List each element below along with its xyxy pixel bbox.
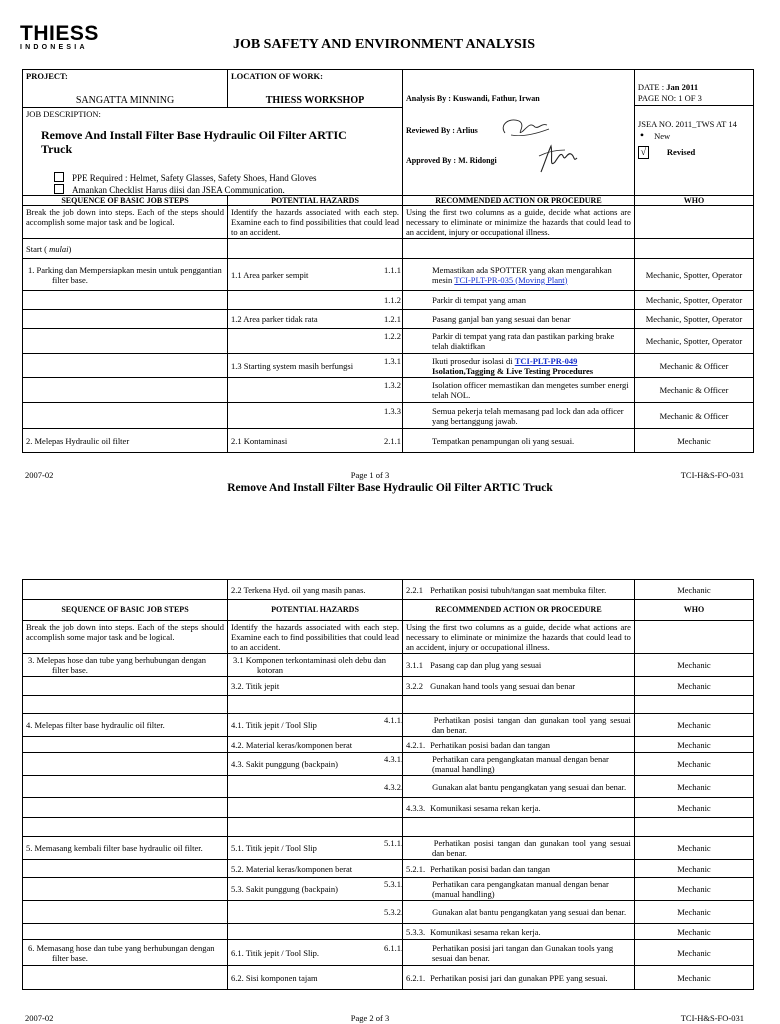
action-cell (402, 818, 634, 837)
step-cell (23, 940, 228, 966)
step-cell (23, 798, 228, 818)
hazards-instruction: Identify the hazards associated with each step. Examine each to find possibilities that could lead to an accident. (228, 621, 403, 654)
action-text: Isolation officer memastikan dan mengetes sumber energi telah NOL. (431, 380, 629, 400)
hazard-cell: 2.1 Kontaminasi (228, 429, 403, 453)
col-who-header: WHO (634, 196, 753, 206)
action-number: 1.2.2 (383, 331, 401, 341)
action-number: 1.3.1 (383, 355, 401, 366)
action-cell (402, 654, 634, 677)
action-number: 1.2.1 (383, 314, 401, 324)
action-number: 4.3.3. (405, 802, 426, 813)
action-text: Perhatikan posisi jari dan gunakan PPE yang sesuai. (430, 972, 608, 983)
table-row (23, 654, 754, 677)
hazard-cell: 6.2. Sisi komponen tajam (228, 966, 403, 990)
step-cell (23, 259, 228, 291)
meta-cell (634, 70, 753, 196)
action-text: Tempatkan penampungan oli yang sesuai. (431, 435, 575, 446)
hazard-text: 3.1 Komponen terkontaminasi oleh debu dan kotoran (233, 655, 386, 675)
step-cell (23, 291, 228, 310)
action-cell (383, 291, 634, 310)
action-cell (402, 696, 634, 714)
logo-sub-text: INDONESIA (20, 44, 88, 51)
action-text: Ikuti prosedur isolasi di (432, 355, 513, 366)
table-row (23, 753, 754, 776)
action-number: 5.3.3. (405, 926, 426, 937)
table-row (23, 878, 754, 901)
table-row (23, 354, 754, 378)
step-cell (23, 776, 228, 798)
hazard-cell (228, 818, 403, 837)
step-text: 1. Parking dan Mempersiapkan mesin untuk penggantian filter base. (28, 264, 222, 285)
who-cell: Mechanic, Spotter, Operator (634, 291, 753, 310)
who-cell: Mechanic, Spotter, Operator (634, 329, 753, 354)
table-row (23, 860, 754, 878)
step-cell (23, 580, 228, 600)
action-number: 4.2.1. (405, 739, 426, 750)
hazard-cell (228, 776, 403, 798)
action-number: 1.1.2 (383, 295, 401, 305)
action-cell (402, 966, 634, 990)
step-cell (23, 354, 228, 378)
footer2-right: TCI-H&S-FO-031 (680, 1013, 744, 1023)
reviewer-signature-icon (497, 113, 557, 143)
action-text: Perhatikan posisi tangan dan gunakan tool yang sesuai dan benar. (431, 838, 631, 858)
header-table (22, 69, 754, 196)
action-cell (383, 940, 634, 966)
step-cell: 5. Memasang kembali filter base hydraulic oil filter. (23, 837, 228, 860)
footer1-center: Page 1 of 3 (350, 470, 390, 480)
who-instruction (634, 206, 753, 239)
action-text: Perhatikan cara pengangkatan manual dengan benar (manual handling) (431, 879, 609, 899)
table-row (23, 291, 754, 310)
step-cell (23, 310, 228, 329)
who-cell: Mechanic (634, 901, 753, 924)
new-option (638, 130, 670, 141)
action-number: 5.1.1. (383, 838, 404, 848)
new-label: New (654, 131, 671, 141)
table-row (23, 776, 754, 798)
hazard-cell: 1.1 Area parker sempit (228, 259, 403, 291)
action-cell (383, 378, 634, 403)
table-row (23, 940, 754, 966)
table-row (23, 837, 754, 860)
action-number: 5.3.1. (383, 879, 404, 889)
hazard-cell (228, 403, 403, 429)
logo-main-text: THIESS (20, 22, 99, 45)
start-label: Start ( (26, 243, 48, 254)
step-cell (23, 696, 228, 714)
hazard-cell: 6.1. Titik jepit / Tool Slip. (228, 940, 403, 966)
job-desc-label: JOB DESCRIPTION: (26, 109, 101, 119)
hazard-cell (228, 798, 403, 818)
revised-option (638, 146, 695, 159)
footer2-left: 2007-02 (25, 1013, 54, 1023)
table-row (23, 966, 754, 990)
action-text: Komunikasi sesama rekan kerja. (430, 926, 541, 937)
who-cell: Mechanic (634, 924, 753, 940)
location-cell (228, 70, 403, 108)
action-text: Pasang ganjal ban yang sesuai dan benar (432, 314, 571, 324)
jsea-no: JSEA NO. 2011_TWS AT 14 (637, 119, 737, 129)
who-instruction (634, 621, 753, 654)
step-cell (23, 378, 228, 403)
table-row (23, 429, 754, 453)
action-text: Parkir di tempat yang aman (432, 295, 527, 305)
step-cell (23, 818, 228, 837)
reviewed-by: Reviewed By : Arlius (405, 126, 478, 135)
steps-instruction: Break the job down into steps. Each of the steps should accomplish some major task and be logical. (23, 621, 228, 654)
step-cell (23, 753, 228, 776)
col-actions-header: RECOMMENDED ACTION OR PROCEDURE (402, 196, 634, 206)
jsea-table-page2 (22, 579, 754, 990)
step-cell (23, 901, 228, 924)
action-text: Semua pekerja telah memasang pad lock dan ada officer yang bertanggung jawab. (431, 405, 624, 426)
action-number: 2.1.1 (383, 435, 401, 446)
table-row (23, 378, 754, 403)
start-action (402, 239, 634, 259)
action-cell (402, 798, 634, 818)
action-number: 1.3.2 (383, 380, 401, 390)
action-number: 6.2.1. (405, 972, 426, 983)
start-italic: mulai (47, 243, 69, 254)
table-row (23, 714, 754, 737)
action-cell (383, 329, 634, 354)
who-cell: Mechanic (634, 878, 753, 901)
ppe-text: PPE Required : Helmet, Safety Glasses, Safety Shoes, Hand Gloves (72, 173, 317, 183)
table-row (23, 329, 754, 354)
hazard-cell: 5.3. Sakit punggung (backpain) (228, 878, 403, 901)
col-hazards-header: POTENTIAL HAZARDS (228, 600, 403, 621)
ppe-checkbox (54, 172, 64, 182)
action-text: Gunakan hand tools yang sesuai dan benar (430, 681, 576, 691)
action-cell (402, 677, 634, 696)
checklist-text: Amankan Checklist Harus diisi dan JSEA Communication. (72, 185, 285, 195)
col-hazards-header: POTENTIAL HAZARDS (228, 196, 403, 206)
who-cell: Mechanic (634, 737, 753, 753)
col-who-header: WHO (634, 600, 753, 621)
who-cell: Mechanic, Spotter, Operator (634, 310, 753, 329)
table-row (23, 901, 754, 924)
hazard-cell (228, 924, 403, 940)
hazard-cell: 5.2. Material keras/komponen berat (228, 860, 403, 878)
who-cell (634, 818, 753, 837)
procedure-link[interactable]: TCI-PLT-PR-049 (514, 355, 578, 366)
step-text: 6. Memasang hose dan tube yang berhubungan dengan filter base. (28, 942, 215, 963)
hazard-cell: 4.2. Material keras/komponen berat (228, 737, 403, 753)
action-text: Perhatikan posisi tangan dan gunakan tool yang sesuai dan benar. (431, 715, 631, 735)
footer1-left: 2007-02 (25, 470, 54, 480)
step-cell (23, 403, 228, 429)
action-cell (383, 259, 634, 291)
location-value: THIESS WORKSHOP (265, 95, 365, 106)
table-row (23, 818, 754, 837)
procedure-name: Isolation,Tagging & Live Testing Procedures (431, 365, 594, 376)
who-cell: Mechanic (634, 753, 753, 776)
action-number: 4.3.1. (383, 754, 404, 764)
approver-signature-icon (535, 142, 585, 178)
col-actions-header: RECOMMENDED ACTION OR PROCEDURE (402, 600, 634, 621)
date-label: DATE : (637, 82, 665, 92)
action-cell (383, 714, 634, 737)
table-row (23, 403, 754, 429)
hazard-cell (228, 378, 403, 403)
action-text: Perhatikan posisi badan dan tangan (430, 739, 551, 750)
action-text: Perhatikan posisi jari tangan dan Gunakan tools yang sesuai dan benar. (431, 942, 614, 963)
hazard-cell: 2.2 Terkena Hyd. oil yang masih panas. (228, 580, 403, 600)
step-cell: 2. Melepas Hydraulic oil filter (23, 429, 228, 453)
action-number: 5.3.2. (383, 907, 404, 917)
actions-instruction: Using the first two columns as a guide, decide what actions are necessary to eliminate or minimize the hazards that could lead to an accident, injury or occupational illness. (402, 206, 634, 239)
project-cell (23, 70, 228, 108)
who-cell: Mechanic (634, 776, 753, 798)
action-text: Perhatikan cara pengangkatan manual dengan benar (manual handling) (431, 754, 609, 774)
who-cell (634, 696, 753, 714)
action-cell (402, 737, 634, 753)
who-cell: Mechanic & Officer (634, 403, 753, 429)
hazard-cell (228, 901, 403, 924)
step-cell (23, 966, 228, 990)
who-cell: Mechanic (634, 837, 753, 860)
page2-title: Remove And Install Filter Base Hydraulic Oil Filter ARTIC Truck (227, 482, 553, 494)
step-cell (23, 329, 228, 354)
hazard-cell (228, 654, 403, 677)
action-text: Parkir di tempat yang rata dan pastikan parking brake telah diaktifkan (431, 331, 615, 351)
step-cell (23, 737, 228, 753)
action-number: 6.1.1. (383, 942, 404, 953)
table-row (23, 259, 754, 291)
action-text: Gunakan alat bantu pengangkatan yang sesuai dan benar. (432, 781, 627, 792)
analysis-by: Analysis By : Kuswandi, Fathur, Irwan (405, 94, 540, 103)
action-number: 5.2.1. (405, 863, 426, 874)
project-label: PROJECT: (26, 71, 68, 81)
action-cell (402, 924, 634, 940)
action-text: Gunakan alat bantu pengangkatan yang sesuai dan benar. (432, 907, 627, 917)
revised-label: Revised (666, 147, 696, 157)
hazard-cell: 5.1. Titik jepit / Tool Slip (228, 837, 403, 860)
col-steps-header: SEQUENCE OF BASIC JOB STEPS (23, 600, 228, 621)
step-cell (23, 860, 228, 878)
action-text: Pasang cap dan plug yang sesuai (430, 660, 542, 670)
who-cell: Mechanic (634, 940, 753, 966)
table-row (23, 677, 754, 696)
start-row (23, 239, 228, 259)
hazard-cell (228, 696, 403, 714)
action-text: Perhatikan posisi tubuh/tangan saat membuka filter. (430, 584, 607, 595)
action-cell (383, 429, 634, 453)
step-cell: 4. Melepas filter base hydraulic oil filter. (23, 714, 228, 737)
action-number: 4.1.1. (383, 715, 404, 725)
meta-divider (635, 105, 753, 106)
who-cell: Mechanic (634, 798, 753, 818)
action-cell (402, 860, 634, 878)
step-cell (23, 654, 228, 677)
action-cell (383, 354, 634, 378)
action-cell (383, 878, 634, 901)
step-text: 3. Melepas hose dan tube yang berhubungan dengan filter base. (28, 655, 206, 675)
procedure-link[interactable]: TCI-PLT-PR-035 (Moving Plant) (454, 274, 568, 285)
hazard-cell: 3.2. Titik jepit (228, 677, 403, 696)
who-cell: Mechanic (634, 654, 753, 677)
project-value: SANGATTA MINNING (75, 95, 175, 106)
hazard-cell: 1.2 Area parker tidak rata (228, 310, 403, 329)
col-steps-header: SEQUENCE OF BASIC JOB STEPS (23, 196, 228, 206)
action-number: 2.2.1 (405, 584, 423, 595)
action-text: Perhatikan posisi badan dan tangan (430, 863, 551, 874)
action-number: 4.3.2. (383, 781, 404, 792)
start-close: ) (68, 243, 72, 254)
action-cell (383, 776, 634, 798)
date-line (638, 82, 698, 92)
who-cell: Mechanic (634, 860, 753, 878)
revised-checkbox: √ (638, 146, 649, 159)
footer1-right: TCI-H&S-FO-031 (680, 470, 744, 480)
hazard-cell: 4.1. Titik jepit / Tool Slip (228, 714, 403, 737)
actions-instruction: Using the first two columns as a guide, decide what actions are necessary to eliminate or minimize the hazards that could lead to an accident, injury or occupational illness. (402, 621, 634, 654)
job-description: Remove And Install Filter Base Hydraulic Oil Filter ARTIC Truck (41, 128, 347, 156)
hazard-cell (228, 291, 403, 310)
new-bullet-icon: • (639, 128, 645, 142)
table-row (23, 798, 754, 818)
step-cell (23, 677, 228, 696)
who-cell: Mechanic & Officer (634, 354, 753, 378)
action-cell (383, 403, 634, 429)
footer2-center: Page 2 of 3 (350, 1013, 390, 1023)
hazard-cell: 4.3. Sakit punggung (backpain) (228, 753, 403, 776)
document-title: JOB SAFETY AND ENVIRONMENT ANALYSIS (232, 37, 536, 52)
location-label: LOCATION OF WORK: (231, 71, 323, 81)
action-cell (383, 753, 634, 776)
action-text: Komunikasi sesama rekan kerja. (430, 802, 541, 813)
page-no: PAGE NO: 1 OF 3 (637, 93, 702, 103)
checklist-line (54, 184, 285, 195)
who-cell: Mechanic & Officer (634, 378, 753, 403)
who-cell: Mechanic (634, 580, 753, 600)
approved-by: Approved By : M. Ridongi (405, 156, 497, 165)
who-cell: Mechanic (634, 966, 753, 990)
checklist-checkbox (54, 184, 64, 194)
table-row (23, 696, 754, 714)
who-cell: Mechanic, Spotter, Operator (634, 259, 753, 291)
steps-instruction: Break the job down into steps. Each of the steps should accomplish some major task and be logical. (23, 206, 228, 239)
step-cell (23, 878, 228, 901)
who-cell: Mechanic (634, 677, 753, 696)
table-row (23, 924, 754, 940)
action-cell (383, 310, 634, 329)
action-number: 1.1.1 (383, 264, 401, 275)
action-number: 3.1.1 (405, 660, 423, 670)
action-cell (402, 580, 634, 600)
table-row (23, 737, 754, 753)
action-cell (383, 837, 634, 860)
who-cell: Mechanic (634, 429, 753, 453)
action-text: Memastikan ada SPOTTER yang akan mengarahkan mesin (431, 264, 612, 285)
step-cell (23, 924, 228, 940)
action-number: 3.2.2 (405, 681, 423, 691)
action-number: 1.3.3 (383, 405, 401, 416)
table-row (23, 310, 754, 329)
ppe-line (54, 172, 316, 183)
start-who (634, 239, 753, 259)
hazard-cell: 1.3 Starting system masih berfungsi (228, 354, 403, 378)
who-cell: Mechanic (634, 714, 753, 737)
action-cell (383, 901, 634, 924)
job-description-cell (23, 108, 403, 196)
date-value: Jan 2011 (666, 82, 699, 92)
hazard-cell (228, 329, 403, 354)
table-row (23, 580, 754, 600)
signoff-cell (402, 70, 634, 196)
start-hazard (228, 239, 403, 259)
hazards-instruction: Identify the hazards associated with each step. Examine each to find possibilities that could lead to an accident. (228, 206, 403, 239)
jsea-table-page1 (22, 195, 754, 453)
